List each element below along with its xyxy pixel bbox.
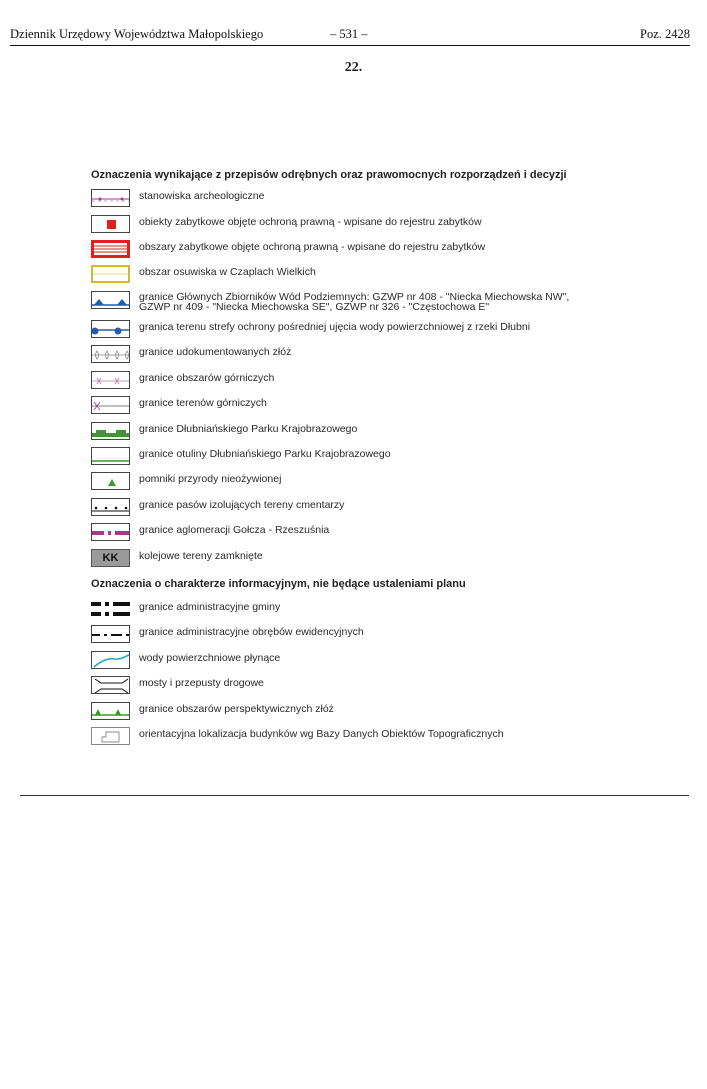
diamond-line-symbol — [91, 345, 130, 363]
bridge-symbol — [91, 676, 130, 694]
black-dash-dot-thick-symbol — [91, 600, 130, 618]
legend-label — [139, 291, 569, 313]
footer-rule — [20, 795, 689, 796]
mining-terrain-line-symbol — [91, 396, 130, 414]
legend-label-line1: granice Głównych Zbiorników Wód Podziemnych: GZWP nr 408 - "Niecka Miechowska NW", — [139, 291, 570, 303]
legend-label: stanowiska archeologiczne — [139, 190, 265, 202]
legend-label: granice pasów izolujących tereny cmentarzy — [139, 499, 345, 511]
header-rule — [10, 45, 690, 46]
yellow-border-symbol — [91, 265, 130, 283]
legend-label: granice obszarów górniczych — [139, 372, 275, 384]
legend-label: obszar osuwiska w Czaplach Wielkich — [139, 266, 316, 278]
legend-label: granice udokumentowanych złóż — [139, 346, 292, 358]
blue-dot-line-symbol — [91, 320, 130, 338]
black-dash-dot-thin-symbol — [91, 625, 130, 643]
red-square-symbol — [91, 215, 130, 233]
page-marker: – 531 – — [330, 27, 368, 41]
legend-label: granice administracyjne gminy — [139, 601, 281, 613]
building-outline-symbol — [91, 727, 130, 745]
green-triangle-line-symbol — [91, 702, 130, 720]
magenta-dashed-line-symbol — [91, 523, 130, 541]
legend-label: obszary zabytkowe objęte ochroną prawną - wpisane do rejestru zabytków — [139, 241, 486, 253]
legend-label: orientacyjna lokalizacja budynków wg Bazy Danych Obiektów Topograficznych — [139, 728, 504, 740]
black-dotted-line-symbol — [91, 498, 130, 516]
legend-label: wody powierzchniowe płynące — [139, 652, 281, 664]
section2-title: Oznaczenia o charakterze informacyjnym, nie będące ustaleniami planu — [91, 578, 466, 590]
green-triangle-symbol — [91, 472, 130, 490]
legend-label: granice otuliny Dłubniańskiego Parku Krajobrazowego — [139, 448, 391, 460]
legend-label: obiekty zabytkowe objęte ochroną prawną - wpisane do rejestru zabytków — [139, 216, 482, 228]
legend-label: kolejowe tereny zamknięte — [139, 550, 263, 562]
archaeological-site-symbol — [91, 189, 130, 207]
kk-box-symbol: KK — [91, 549, 130, 567]
legend-label: granice administracyjne obrębów ewidencyjnych — [139, 626, 364, 638]
page-number: 22. — [344, 60, 363, 75]
position-number: Poz. 2428 — [640, 27, 690, 41]
legend-label: granice terenów górniczych — [139, 397, 267, 409]
legend-label: granice Dłubniańskiego Parku Krajobrazowego — [139, 423, 358, 435]
legend-label: mosty i przepusty drogowe — [139, 677, 264, 689]
section1-title: Oznaczenia wynikające z przepisów odrębnych oraz prawomocnych rozporządzeń i decyzji — [91, 169, 567, 181]
legend-label: granice aglomeracji Gołcza - Rzeszuśnia — [139, 524, 330, 536]
legend-label-line2: GZWP nr 409 - "Niecka Miechowska SE", GZWP nr 326 - "Częstochowa E" — [139, 301, 490, 313]
green-thin-line-symbol — [91, 447, 130, 465]
mining-area-line-symbol — [91, 371, 130, 389]
legend-label: granice obszarów perspektywicznych złóż — [139, 703, 334, 715]
legend-label: pomniki przyrody nieożywionej — [139, 473, 282, 485]
cyan-curve-symbol — [91, 651, 130, 669]
green-thick-line-symbol — [91, 422, 130, 440]
red-hatched-area-symbol — [91, 240, 130, 258]
journal-title: Dziennik Urzędowy Województwa Małopolskiego — [10, 27, 264, 41]
blue-triangle-line-symbol — [91, 291, 130, 309]
legend-label: granica terenu strefy ochrony pośredniej ujęcia wody powierzchniowej z rzeki Dłubni — [139, 321, 531, 333]
